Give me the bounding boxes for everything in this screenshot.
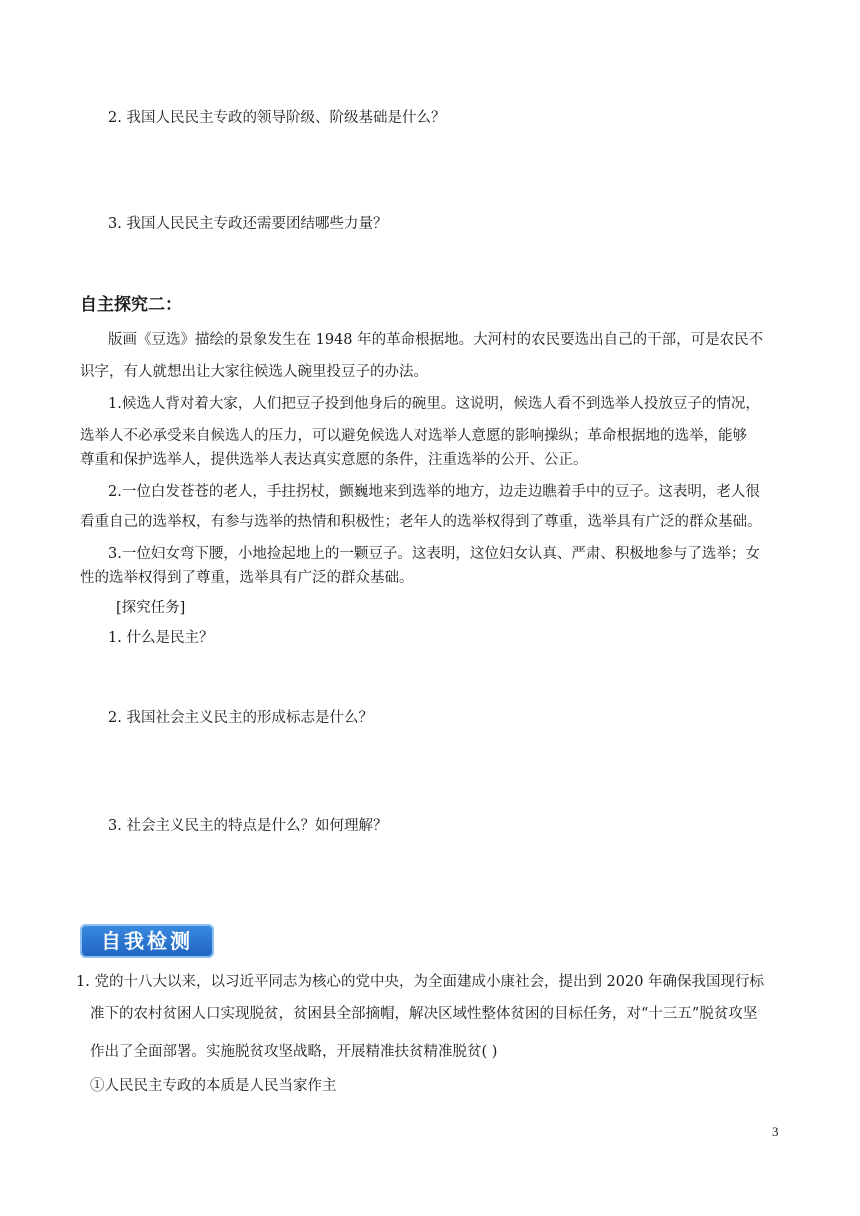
task-1: 1. 什么是民主？ <box>108 630 214 646</box>
passage-line: 性的选举权得到了尊重，选举具有广泛的群众基础。 <box>80 570 414 586</box>
question-2-top: 2. 我国人民民主专政的领导阶级、阶级基础是什么？ <box>108 110 446 126</box>
self-test-badge: 自我检测 <box>80 924 214 958</box>
option-1: ①人民民主专政的本质是人民当家作主 <box>90 1078 337 1094</box>
question-1-line: 1. 党的十八大以来，以习近平同志为核心的党中央，为全面建成小康社会，提出到 2020 年确保我国现行标 <box>76 974 765 990</box>
passage-line: 2.一位白发苍苍的老人，手拄拐杖，颤巍地来到选举的地方，边走边瞧着手中的豆子。这表明，老人很 <box>108 484 760 500</box>
question-1-line: 准下的农村贫困人口实现脱贫，贫困县全部摘帽，解决区域性整体贫困的目标任务，对“十三五”脱贫攻坚 <box>90 1006 758 1022</box>
task-2: 2. 我国社会主义民主的形成标志是什么？ <box>108 710 373 726</box>
passage-line: 识字，有人就想出让大家往候选人碗里投豆子的办法。 <box>80 364 428 380</box>
passage-line: 3.一位妇女弯下腰，小地捡起地上的一颗豆子。这表明，这位妇女认真、严肃、积极地参与了选举；女 <box>108 546 760 562</box>
passage-line: 尊重和保护选举人，提供选举人表达真实意愿的条件，注重选举的公开、公正。 <box>80 452 588 468</box>
passage-line: 版画《豆选》描绘的景象发生在 1948 年的革命根据地。大河村的农民要选出自己的干部，可是农民不 <box>108 332 764 348</box>
passage-line: 1.候选人背对着大家，人们把豆子投到他身后的碗里。这说明，候选人看不到选举人投放豆子的情况， <box>108 396 760 412</box>
passage-line: 选举人不必承受来自候选人的压力，可以避免候选人对选举人意愿的影响操纵；革命根据地的选举，能够 <box>80 428 747 444</box>
passage-line: 看重自己的选举权，有参与选举的热情和积极性；老年人的选举权得到了尊重，选举具有广泛的群众基础。 <box>80 514 762 530</box>
question-1-line: 作出了全面部署。实施脱贫攻坚战略，开展精准扶贫精准脱贫( ) <box>90 1044 498 1060</box>
task-3: 3. 社会主义民主的特点是什么？如何理解？ <box>108 818 388 834</box>
question-3-top: 3. 我国人民民主专政还需要团结哪些力量？ <box>108 216 388 232</box>
task-label: [探究任务] <box>116 600 186 616</box>
section-heading: 自主探究二： <box>80 295 182 315</box>
page-number: 3 <box>772 1124 779 1139</box>
